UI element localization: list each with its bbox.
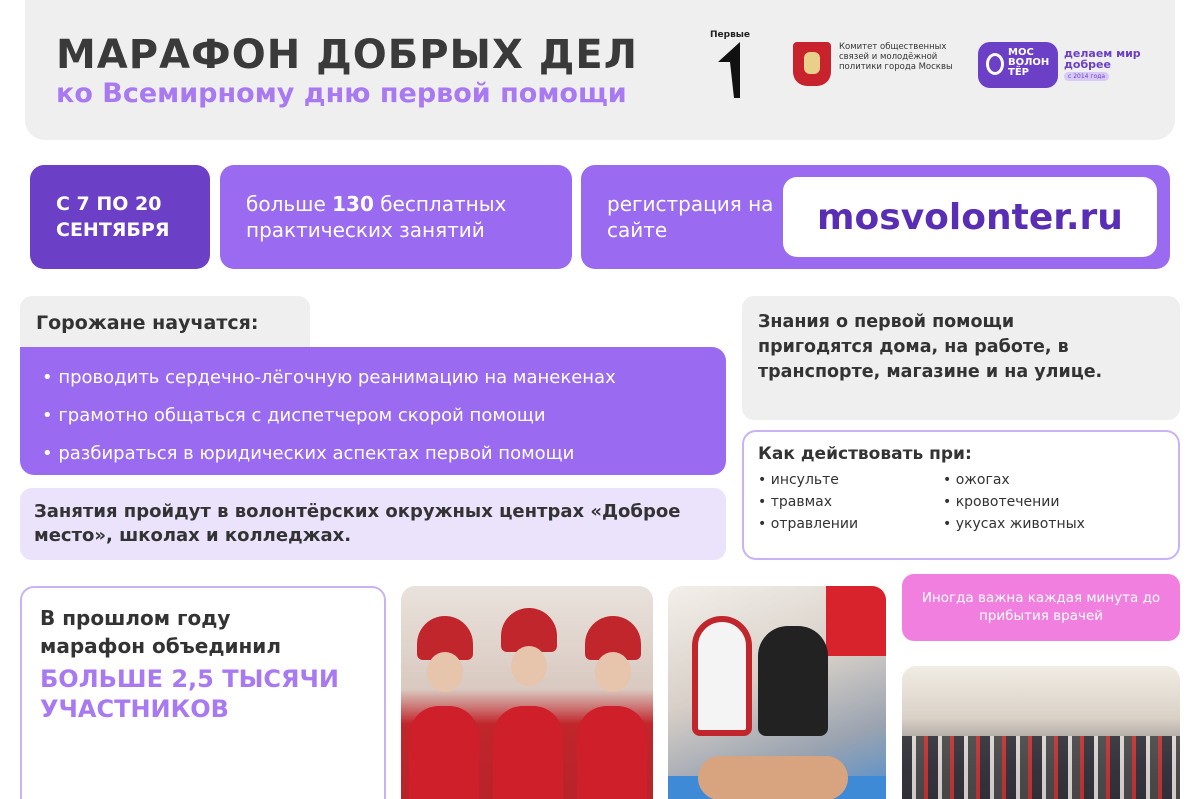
count-suffix: бесплатных практических занятий	[246, 192, 507, 242]
since-badge: с 2014 года	[1064, 72, 1109, 81]
learn-item: • грамотно общаться с диспетчером скорой помощи	[42, 397, 726, 435]
site-link[interactable]: mosvolonter.ru	[783, 177, 1157, 257]
how-to-item: • кровотечении	[943, 494, 1143, 510]
moscow-crest-icon	[793, 42, 831, 86]
knowledge-note	[742, 296, 1180, 420]
heart-drop-icon	[986, 53, 1004, 75]
how-to-title: Как действовать при:	[758, 444, 972, 464]
instructor-figure	[692, 616, 752, 736]
committee-name: Комитет общественных связей и молодёжной политики города Москвы	[839, 42, 953, 72]
volunteer-figure	[493, 706, 563, 799]
stats-line-1: В прошлом году	[40, 606, 231, 630]
trainee-figure	[758, 626, 828, 736]
how-to-item: • ожогах	[943, 472, 1143, 488]
face	[427, 652, 463, 692]
volunteers-photo	[401, 586, 653, 799]
count-prefix: больше	[246, 192, 333, 216]
minute-text: Иногда важна каждая минута до прибытия врачей	[921, 590, 1161, 624]
places-note	[20, 488, 726, 560]
learn-item: • проводить сердечно-лёгочную реанимацию на манекенах	[42, 359, 726, 397]
pervye-logo-label: Первые	[710, 30, 751, 40]
crowd-figures	[902, 736, 1180, 799]
dates-card	[30, 165, 210, 269]
minute-callout	[902, 574, 1180, 641]
mannequin-figure	[698, 756, 848, 799]
stats-line-2: марафон объединил	[40, 634, 281, 658]
page-subtitle: ко Всемирному дню первой помощи	[56, 78, 627, 109]
how-to-card	[742, 430, 1180, 560]
slogan: делаем мир добрее	[1064, 47, 1141, 71]
face	[511, 646, 547, 686]
mosvolonter-logo	[978, 42, 1058, 88]
committee-logo	[793, 42, 959, 86]
count-number: 130	[332, 192, 374, 216]
volunteer-figure	[577, 706, 647, 799]
places-text: Занятия пройдут в волонтёрских окружных центрах «Доброе место», школах и колледжах.	[34, 501, 681, 546]
group-photo	[902, 666, 1180, 799]
learn-list	[20, 347, 726, 475]
stats-highlight: БОЛЬШЕ 2,5 ТЫСЯЧИ УЧАСТНИКОВ	[40, 665, 340, 723]
knowledge-text: Знания о первой помощи пригодятся дома, на работе, в транспорте, магазине и на улице.	[758, 312, 1103, 382]
cpr-training-photo	[668, 586, 886, 799]
learn-item: • разбираться в юридических аспектах первой помощи	[42, 435, 726, 473]
learn-heading: Горожане научатся:	[20, 296, 310, 356]
classes-count-card	[220, 165, 572, 269]
how-to-item: • травмах	[758, 494, 943, 510]
how-to-item: • инсульте	[758, 472, 943, 488]
face	[595, 652, 631, 692]
pervye-logo	[710, 30, 760, 102]
banner-shape	[826, 586, 886, 656]
how-to-item: • укусах животных	[943, 516, 1143, 532]
volunteer-figure	[409, 706, 479, 799]
one-mark-icon	[710, 40, 750, 100]
how-to-item: • отравлении	[758, 516, 943, 532]
stats-card	[20, 586, 386, 799]
classes-count-text	[246, 191, 556, 243]
how-to-list	[758, 472, 1178, 532]
registration-text: регистрация на сайте	[607, 192, 774, 242]
dates-text: С 7 ПО 20 СЕНТЯБРЯ	[56, 193, 170, 241]
mosvolonter-logo-text: МОС ВОЛОН ТЁР	[1008, 47, 1050, 78]
page-title: МАРАФОН ДОБРЫХ ДЕЛ	[56, 32, 638, 78]
